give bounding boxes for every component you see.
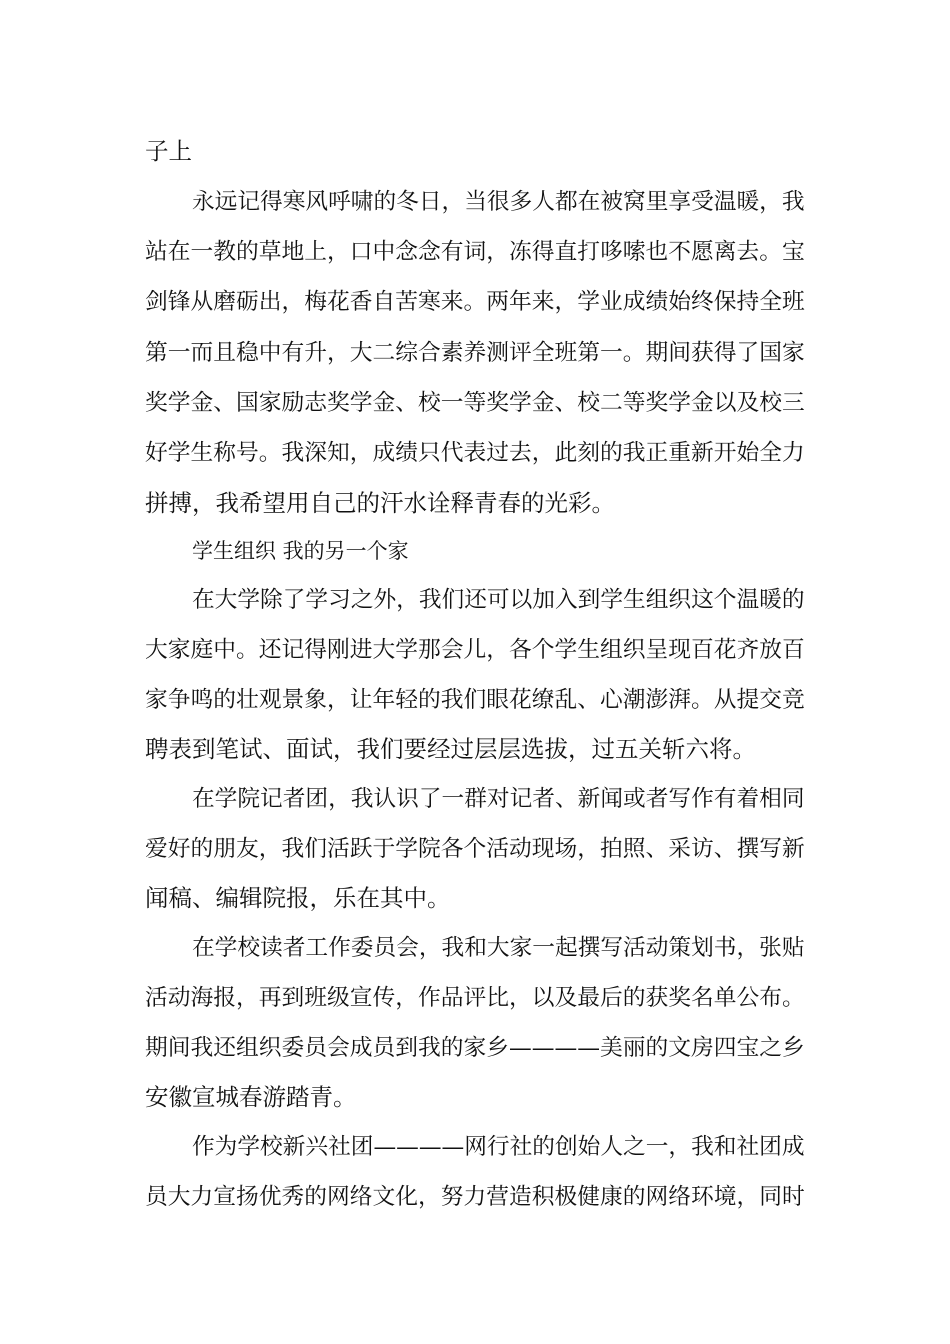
text-line	[0, 829, 950, 869]
text-line	[0, 1077, 950, 1117]
text-line-content: 好学生称号。我深知，成绩只代表过去，此刻的我正重新开始全力	[145, 440, 805, 466]
text-line-content: 站在一教的草地上，口中念念有词，冻得直打哆嗦也不愿离去。宝	[145, 239, 805, 265]
text-line	[0, 1177, 950, 1217]
text-line-content: 安徽宣城春游踏青。	[145, 1083, 357, 1111]
text-line-content: 作为学校新兴社团————网行社的创始人之一，我和社团成	[192, 1134, 805, 1160]
text-line-content: 奖学金、国家励志奖学金、校一等奖学金、校二等奖学金以及校三	[145, 390, 805, 416]
text-line	[0, 580, 950, 620]
text-line-content: 剑锋从磨砺出，梅花香自苦寒来。两年来，学业成绩始终保持全班	[145, 289, 805, 315]
text-line-content: 活动海报，再到班级宣传，作品评比，以及最后的获奖名单公布。	[145, 985, 805, 1011]
text-line	[0, 282, 950, 322]
text-line	[0, 433, 950, 473]
text-line-content: 子上	[145, 137, 192, 165]
text-line	[0, 779, 950, 819]
text-line	[0, 182, 950, 222]
text-line	[0, 1127, 950, 1167]
text-line-content: 员大力宣扬优秀的网络文化，努力营造积极健康的网络环境，同时	[145, 1184, 805, 1210]
text-line	[0, 1028, 950, 1068]
text-line-content: 大家庭中。还记得刚进大学那会儿，各个学生组织呈现百花齐放百	[145, 637, 805, 663]
text-line	[0, 680, 950, 720]
text-line-content: 家争鸣的壮观景象，让年轻的我们眼花缭乱、心潮澎湃。从提交竞	[145, 687, 805, 713]
text-line-content: 在学院记者团，我认识了一群对记者、新闻或者写作有着相同	[192, 786, 805, 812]
text-line	[0, 928, 950, 968]
text-line	[0, 729, 950, 769]
text-line	[0, 978, 950, 1018]
text-line-content: 在学校读者工作委员会，我和大家一起撰写活动策划书，张贴	[192, 935, 805, 961]
text-line-content: 永远记得寒风呼啸的冬日，当很多人都在被窝里享受温暖，我	[192, 189, 805, 215]
section-heading	[0, 531, 950, 571]
text-line-content: 爱好的朋友，我们活跃于学院各个活动现场，拍照、采访、撰写新	[145, 836, 805, 862]
text-line	[0, 383, 950, 423]
text-line-content: 拼搏，我希望用自己的汗水诠释青春的光彩。	[145, 489, 615, 517]
text-line	[0, 630, 950, 670]
text-line-content: 第一而且稳中有升，大二综合素养测评全班第一。期间获得了国家	[145, 340, 805, 366]
text-line	[0, 878, 950, 918]
section-heading-text: 学生组织 我的另一个家	[192, 539, 409, 563]
text-line	[0, 131, 950, 171]
text-line	[0, 483, 950, 523]
text-line	[0, 333, 950, 373]
text-line-content: 在大学除了学习之外，我们还可以加入到学生组织这个温暖的	[192, 587, 805, 613]
text-line-content: 闻稿、编辑院报，乐在其中。	[145, 884, 451, 912]
text-line-content: 期间我还组织委员会成员到我的家乡————美丽的文房四宝之乡	[145, 1035, 805, 1061]
text-line	[0, 232, 950, 272]
text-line-content: 聘表到笔试、面试，我们要经过层层选拔，过五关斩六将。	[145, 735, 756, 763]
